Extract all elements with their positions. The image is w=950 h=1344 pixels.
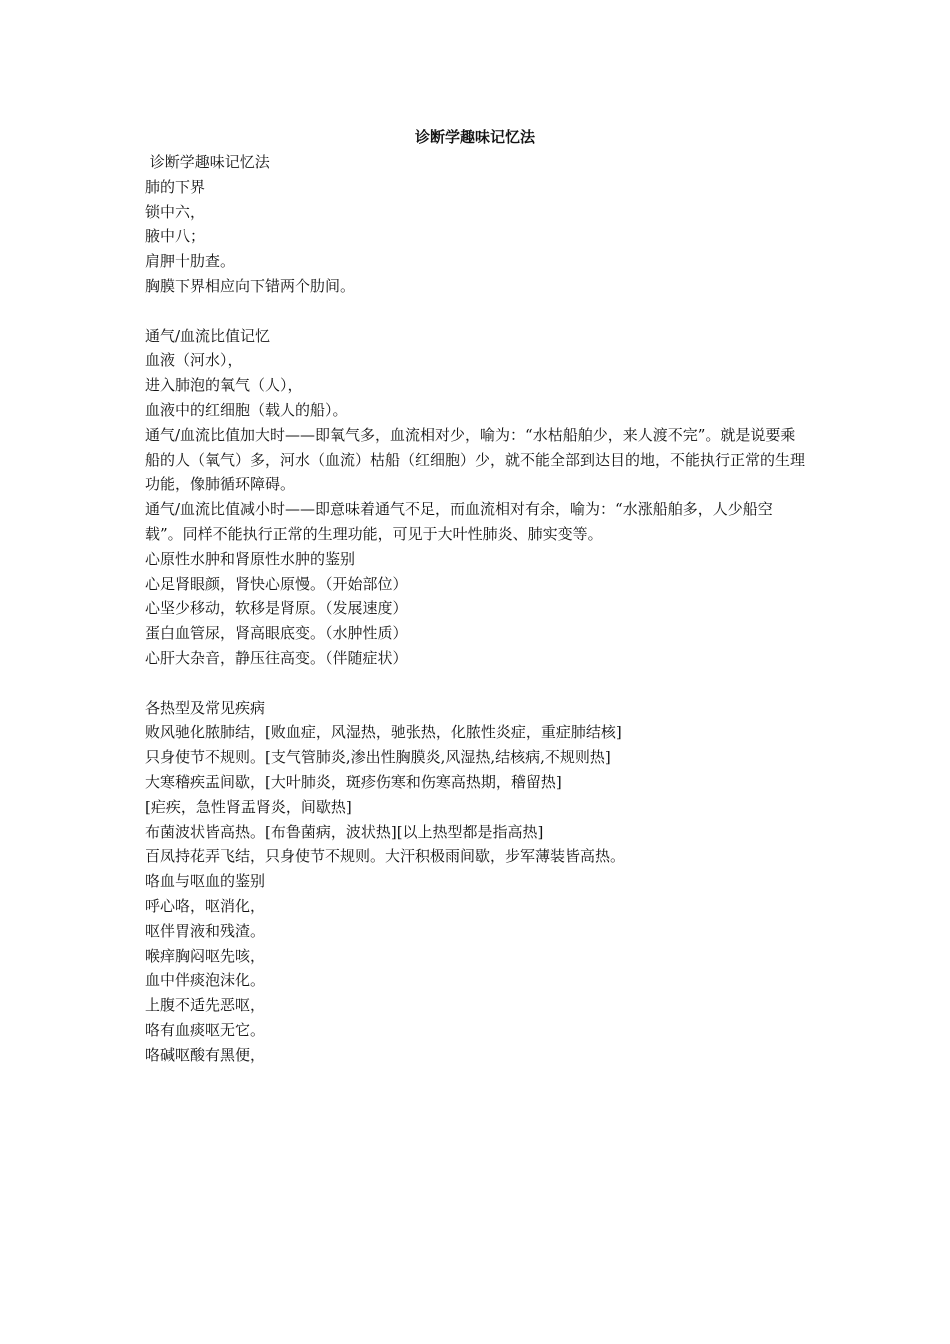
text-line: 心坚少移动，软移是肾原。（发展速度） [145,599,408,618]
text-line: [疟疾，急性肾盂肾炎，间歇热] [145,797,352,816]
text-line: 腋中八； [145,227,206,246]
text-line: 上腹不适先恶呕， [145,996,266,1015]
text-line: 咯血与呕血的鉴别 [145,872,266,891]
document-body [145,150,810,1067]
text-line: 败风驰化脓肺结，[败血症，风湿热，驰张热，化脓性炎症，重症肺结核] [145,723,622,742]
text-line: 咯碱呕酸有黑便， [145,1045,266,1064]
text-line: 心原性水肿和肾原性水肿的鉴别 [145,549,356,568]
text-line: 血液（河水）， [145,351,243,370]
text-line: 血液中的红细胞（载人的船）。 [145,400,348,419]
blank-line [145,671,810,696]
blank-line [145,299,810,324]
text-line: 呼心咯，呕消化， [145,896,266,915]
text-line: 肩胛十肋查。 [145,252,236,271]
text-line: 胸膜下界相应向下错两个肋间。 [145,276,356,295]
text-line: 心肝大杂音，静压往高变。（伴随症状） [145,648,408,667]
text-line: 心足肾眼颜，肾快心原慢。（开始部位） [145,574,408,593]
text-line: 咯有血痰呕无它。 [145,1020,266,1039]
text-line: 通气/血流比值记忆 [145,326,271,345]
text-line: 只身使节不规则。[支气管肺炎,渗出性胸膜炎,风湿热,结核病,不规则热] [145,748,611,767]
text-line: 进入肺泡的氧气（人）， [145,376,303,395]
text-paragraph: 通气/血流比值减小时——即意味着通气不足，而血流相对有余，喻为：“水涨船舶多，人少船空载”。同样不能执行正常的生理功能，可见于大叶性肺炎、肺实变等。 [145,500,773,543]
text-line: 诊断学趣味记忆法 [145,153,270,171]
text-line: 布菌波状皆高热。[布鲁菌病，波状热][以上热型都是指高热] [145,822,544,841]
text-line: 百凤持花弄飞结，只身使节不规则。大汗积极雨间歇，步军薄装皆高热。 [145,847,626,866]
text-line: 锁中六， [145,202,206,221]
text-paragraph: 通气/血流比值加大时——即氧气多，血流相对少，喻为：“水枯船舶少，来人渡不完”。就是说要乘船的人（氧气）多，河水（血流）枯船（红细胞）少，就不能全部到达目的地，不能执行正常的生理功能，像肺循环障碍。 [145,425,806,494]
document-title: 诊断学趣味记忆法 [414,128,535,146]
text-line: 血中伴痰泡沫化。 [145,971,266,990]
text-line: 蛋白血管尿，肾高眼底变。（水肿性质） [145,624,408,643]
text-line: 呕伴胃液和残渣。 [145,921,266,940]
text-line: 大寒稽疾盂间歇，[大叶肺炎，斑疹伤寒和伤寒高热期，稽留热] [145,772,562,791]
text-line: 喉痒胸闷呕先咳， [145,946,266,965]
text-line: 各热型及常见疾病 [145,698,266,717]
text-line: 肺的下界 [145,177,206,196]
